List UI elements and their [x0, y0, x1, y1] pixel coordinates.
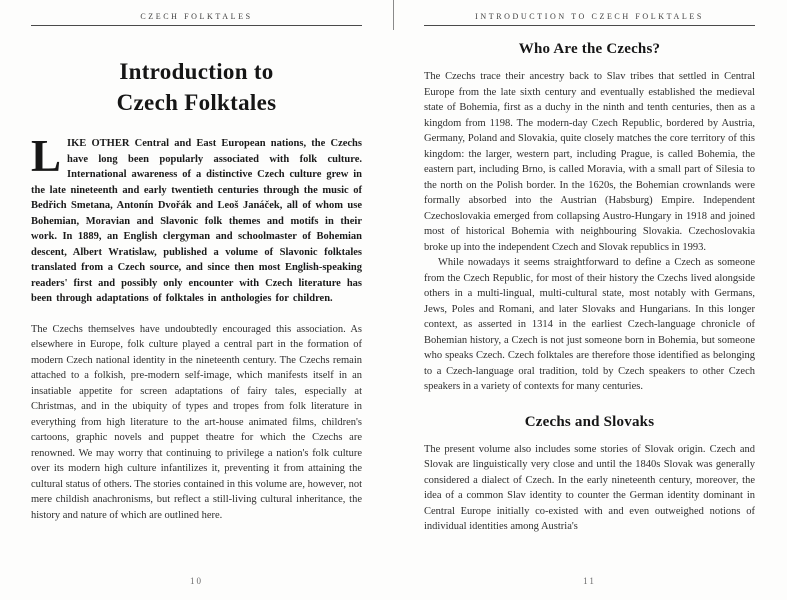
right-section1-paragraph-1: The Czechs trace their ancestry back to Slav tribes that settled in Central Europe from the late sixth century and eventually established the medieval state of Bohemia, first as a duchy in the ninth and tenth centuries, then as a kingdom from 1198. The modern-day Czech Republic, bordered by Austria, Germany, Poland and Slovakia, quite closely matches the core territory of this kingdom: the larger, western part, including Prague, is called Bohemia, the eastern part, including Brno, is called Moravia, with a small part of Silesia to the north on the Polish border. In the 1620s, the Bohemian crownlands were formally absorbed into the Austrian (Habsburg) Empire. Independent Czechoslovakia emerged from collapsing Austro-Hungary in 1918 and joined most of historical Bohemia with neighbouring Slovakia. Czechoslovakia broke up into the independent Czech and Slovak republics in 1993.	[424, 71, 755, 253]
lead-paragraph	[31, 131, 362, 307]
chapter-title-line2: Czech Folktales	[116, 90, 277, 115]
page-number-left: 10	[190, 576, 203, 586]
running-header-left: CZECH FOLKTALES	[31, 12, 362, 26]
page-number-right: 11	[583, 576, 596, 586]
drop-cap: L	[31, 131, 62, 181]
chapter-title	[31, 56, 362, 118]
section-heading-who-are-the-czechs: Who Are the Czechs?	[518, 41, 661, 57]
right-section1-paragraph-2: While nowadays it seems straightforward to define a Czech as someone from the Czech Republic, for most of their history the Czechs lived alongside others in a multi-lingual, multi-cultural state, most notably with Germans, Jews, Poles and Romani, and later Slovaks and Hungarians. In this longer context, as asserted in 1314 in the earliest Czech-language chronicle of Bohemian history, a Czech is not just someone born in Bohemia, but someone who speaks Czech. Czech folktales are therefore those identified as belonging to a Czech-language oral tradition, told by Czech speakers to other Czech speakers in a variety of contexts for many centuries.	[424, 257, 755, 392]
chapter-title-line1: Introduction to	[119, 59, 274, 84]
section-heading-czechs-and-slovaks: Czechs and Slovaks	[524, 413, 655, 430]
left-page	[0, 0, 393, 600]
left-paragraph-2: The Czechs themselves have undoubtedly encouraged this association. As elsewhere in Europe, folk culture played a central part in the formation of modern Czech national identity in the nineteenth century. The Czechs remain attached to a folkish, pre-modern self-image, which manifests itself in an insatiable appetite for screen adaptations of fairy tales, especially at Christmas, and in the ubiquity of types and tropes from folk literature in everything from high literature to the art-house animated films, children's cartoons, graphic novels and puppet theatre for which the Czechs are renowned. We may worry that continuing to privilege a nation's folk culture over its modern high culture infantilizes it, preventing it from attaining the cultural status of others. The stories contained in this volume are, however, not mere childish anachronisms, but reflect a still-living cultural inheritance, the history and nature of which are outlined here.	[31, 323, 362, 521]
running-header-right: INTRODUCTION TO CZECH FOLKTALES	[424, 12, 755, 26]
right-section2-paragraph-1: The present volume also includes some stories of Slovak origin. Czech and Slovak are linguistically very close and until the 1840s Slovak was generally considered a dialect of Czech. In the early nineteenth century, moreover, the idea of a common Slav identity to counter the German identity dominant in Central Europe initially co-existed with and even outweighed notions of individual identities among Austria's	[424, 443, 755, 532]
right-page	[393, 0, 786, 600]
lead-paragraph-text: IKE OTHER Central and East European nations, the Czechs have long been popularly associated with folk culture. International awareness of a distinctive Czech culture grew in the late nineteenth and early twentieth centuries through the music of Bedřich Smetana, Antonín Dvořák and Leoš Janáček, all of whom use Bohemian, Moravian and Slavonic folk themes and motifs in their work. In 1889, an English clergyman and schoolmaster of Bohemian descent, Albert Wratislaw, published a volume of Slavonic folktales translated from a Czech source, and since then most English-speaking readers' first and possibly only encounter with Czech literature has been through adaptations of folktales in anthologies for children.	[31, 138, 362, 304]
